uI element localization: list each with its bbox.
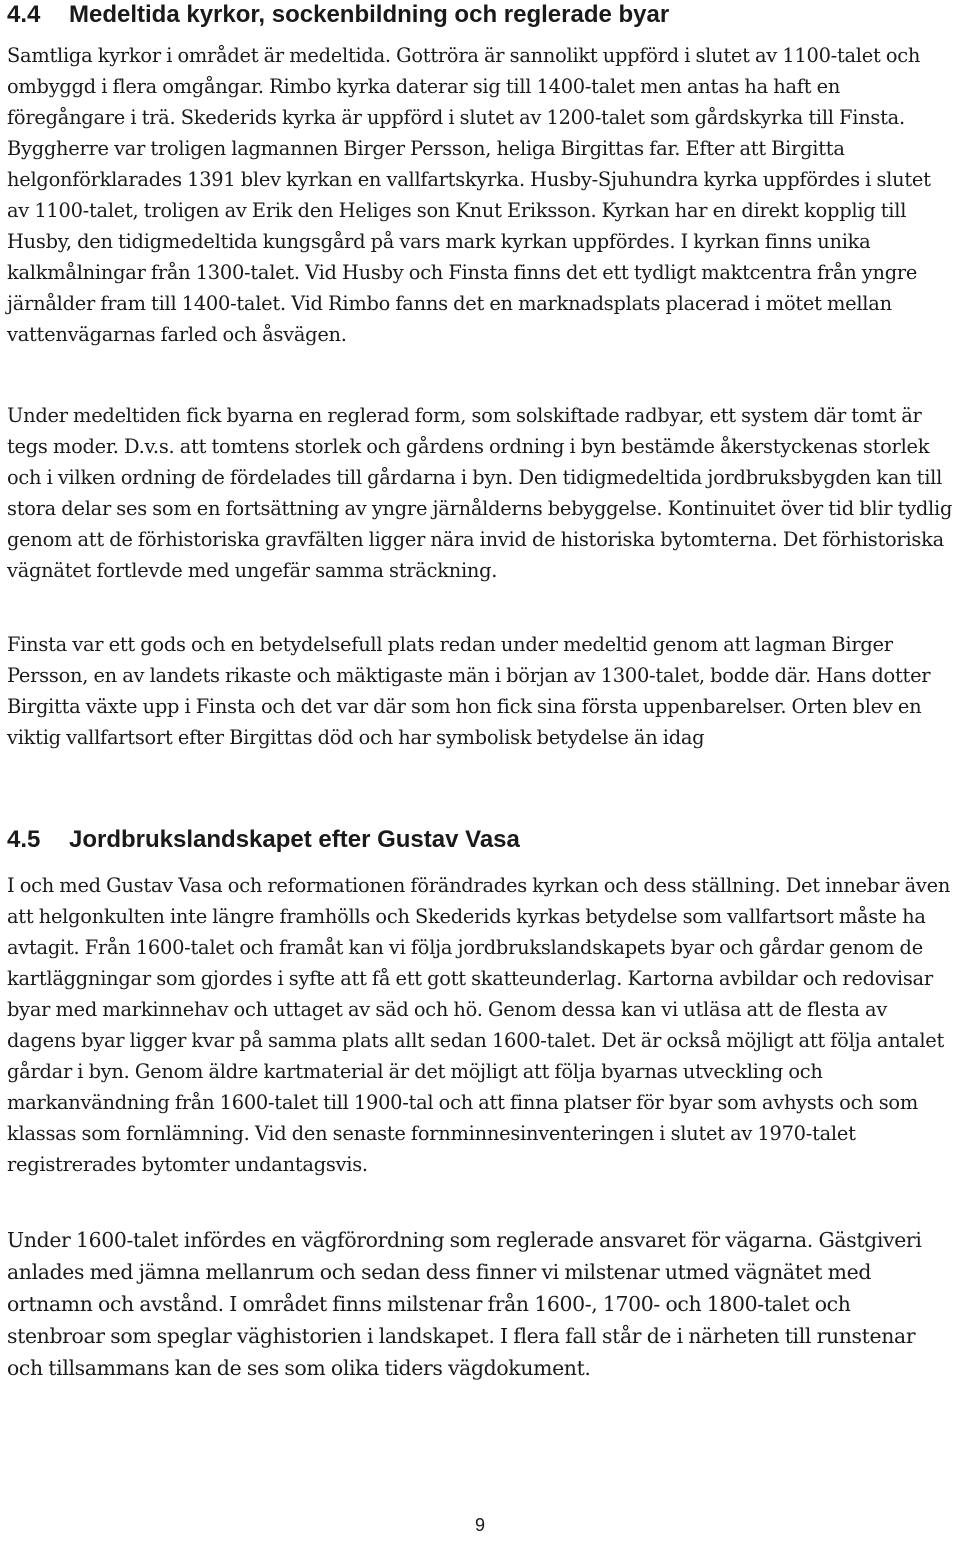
paragraph-churches: Samtliga kyrkor i området är medeltida. Gottröra är sannolikt uppförd i slutet av 1100-talet och ombyggd i flera omgångar. Rimbo kyrka daterar sig till 1400-talet men antas ha haft en föregångare i trä. Skederids kyrka är uppförd i slutet av 1200-talet som gårdskyrka till Finsta. Byggherre var troligen lagmannen Birger Persson, heliga Birgittas far. Efter att Birgitta helgonförklarades 1391 blev kyrkan en vallfartskyrka. Husby-Sjuhundra kyrka uppfördes i slutet av 1100-talet, troligen av Erik den Heliges son Knut Eriksson. Kyrkan har en direkt kopplig till Husby, den tidigmedeltida kungsgård på vars mark kyrkan uppfördes. I kyrkan finns unika kalkmålningar från 1300-talet. Vid Husby och Finsta finns det ett tydligt maktcentra från yngre järnålder fram till 1400-talet. Vid Rimbo fanns det en marknadsplats placerad i mötet mellan vattenvägarnas farled och åsvägen. [7, 44, 931, 346]
section-title: Jordbrukslandskapet efter Gustav Vasa [69, 826, 520, 853]
page-number: 9 [474, 1515, 485, 1535]
paragraph-gustav-vasa: I och med Gustav Vasa och reformationen förändrades kyrkan och dess ställning. Det innebar även att helgonkulten inte längre framhölls och Skederids kyrkas betydelse som vallfartsort måste ha avtagit. Från 1600-talet och framåt kan vi följa jordbrukslandskapets byar och gårdar genom de kartläggningar som gjordes i syfte att få ett gott skatteunderlag. Kartorna avbildar och redovisar byar med markinnehav och uttaget av säd och hö. Genom dessa kan vi utläsa att de flesta av dagens byar ligger kvar på samma plats allt sedan 1600-talet. Det är också möjligt att följa antalet gårdar i byn. Genom äldre kartmaterial är det möjligt att följa byarnas utveckling och markanvändning från 1600-talet till 1900-tal och att finna platser för byar som avhysts och som klassas som fornlämning. Vid den senaste fornminnesinventeringen i slutet av 1970-talet registrerades bytomter undantagsvis. [7, 874, 951, 1176]
paragraph-villages: Under medeltiden fick byarna en reglerad form, som solskiftade radbyar, ett system där tomt är tegs moder. D.v.s. att tomtens storlek och gårdens ordning i byn bestämde åkerstyckenas storlek och i vilken ordning de fördelades till gårdarna i byn. Den tidigmedeltida jordbruksbygden kan till stora delar ses som en fortsättning av yngre järnålderns bebyggelse. Kontinuitet över tid blir tydlig genom att de förhistoriska gravfälten ligger nära invid de historiska bytomterna. Det förhistoriska vägnätet fortlevde med ungefär samma sträckning. [7, 404, 953, 582]
section-heading-4-5 [7, 825, 520, 855]
section-title: Medeltida kyrkor, sockenbildning och reglerade byar [69, 1, 670, 28]
paragraph-roads: Under 1600-talet infördes en vägförordning som reglerade ansvaret för vägarna. Gästgiveri anlades med jämna mellanrum och sedan dess finner vi milstenar utmed vägnätet med ortnamn och avstånd. I området finns milstenar från 1600-, 1700- och 1800-talet och stenbroar som speglar väghistorien i landskapet. I flera fall står de i närheten till runstenar och tillsammans kan de ses som olika tiders vägdokument. [7, 1228, 922, 1380]
section-number: 4.5 [7, 826, 41, 853]
paragraph-finsta: Finsta var ett gods och en betydelsefull plats redan under medeltid genom att lagman Birger Persson, en av landets rikaste och mäktigaste män i början av 1300-talet, bodde där. Hans dotter Birgitta växte upp i Finsta och det var där som hon fick sina första uppenbarelser. Orten blev en viktig vallfartsort efter Birgittas död och har symbolisk betydelse än idag [7, 633, 931, 749]
section-heading-4-4 [7, 0, 669, 30]
section-number: 4.4 [7, 1, 41, 28]
